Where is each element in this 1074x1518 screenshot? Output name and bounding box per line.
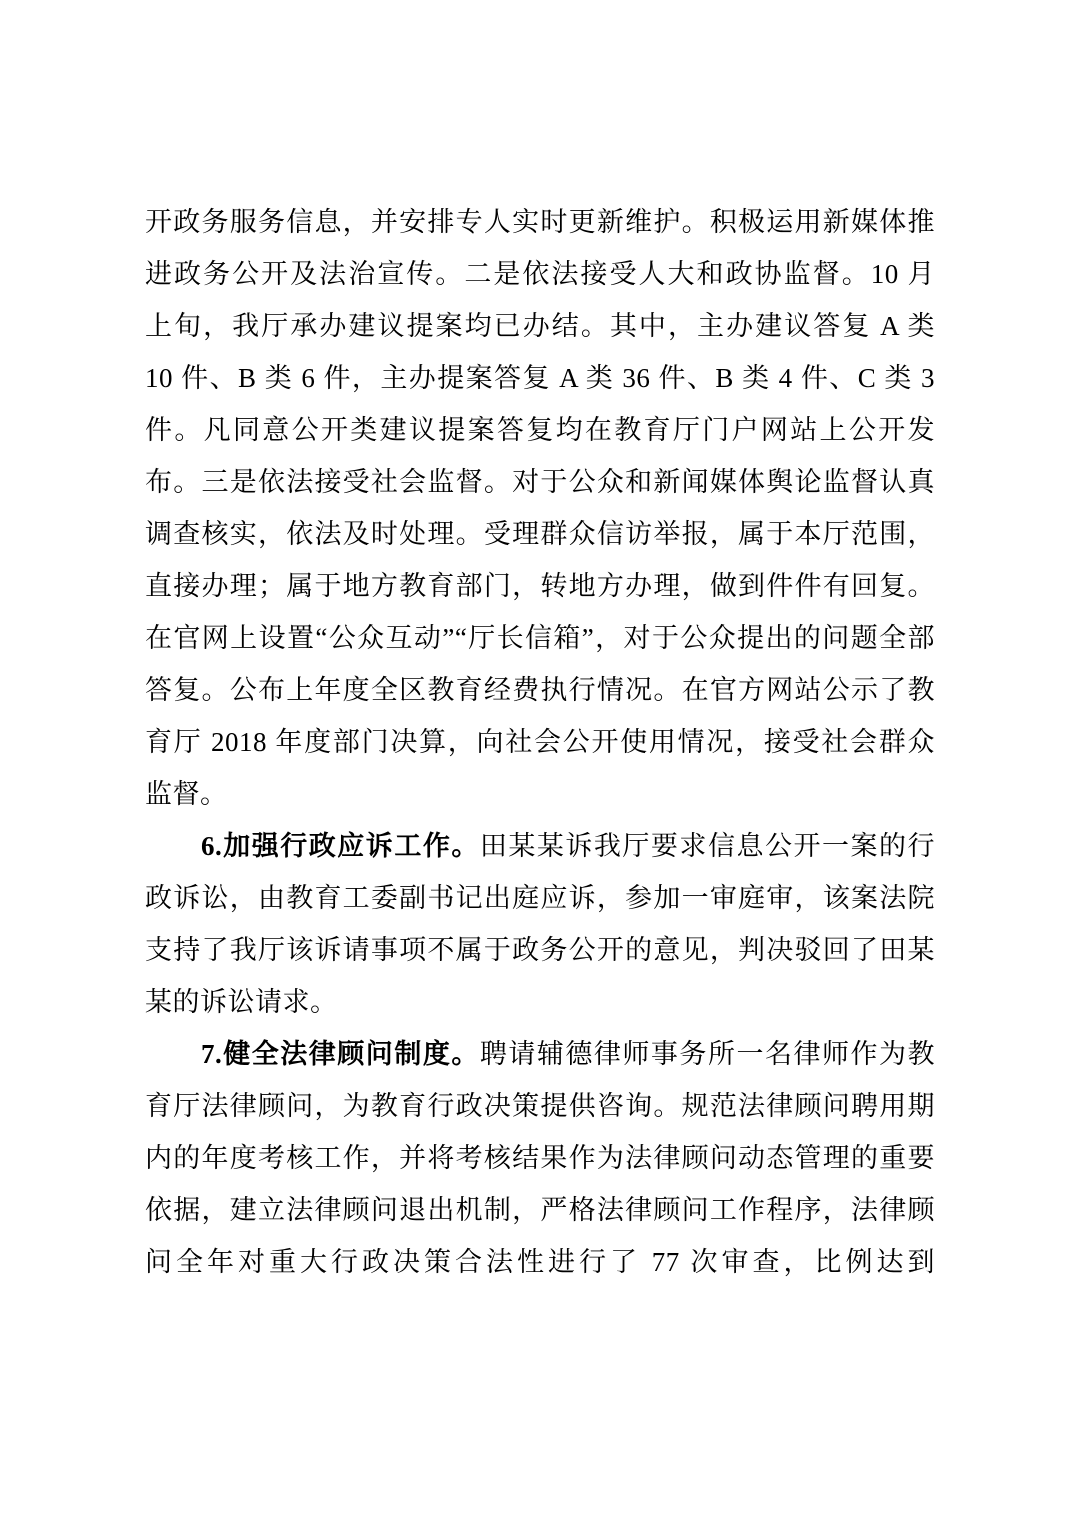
text-run: 答复。公布上年度全区教育经费执行情况。在官方网站公示了教 xyxy=(145,675,935,705)
text-line xyxy=(145,1028,935,1080)
paragraph-heading-run: 7.健全法律顾问制度。 xyxy=(201,1039,480,1069)
text-run: 在官网上设置“公众互动”“厅长信箱”，对于公众提出的问题全部 xyxy=(145,623,935,653)
text-run: 直接办理；属于地方教育部门，转地方办理，做到件件有回复。 xyxy=(145,571,935,601)
text-line xyxy=(145,924,935,976)
text-line xyxy=(145,976,935,1028)
text-line xyxy=(145,1132,935,1184)
text-run: 田某某诉我厅要求信息公开一案的行 xyxy=(479,831,936,861)
text-run: 政诉讼，由教育工委副书记出庭应诉，参加一审庭审，该案法院 xyxy=(145,883,935,913)
text-line xyxy=(145,612,935,664)
text-run: 上旬，我厅承办建议提案均已办结。其中，主办建议答复 A 类 xyxy=(145,311,935,341)
text-line xyxy=(145,560,935,612)
text-line xyxy=(145,872,935,924)
text-run: 依据，建立法律顾问退出机制，严格法律顾问工作程序，法律顾 xyxy=(145,1195,935,1225)
text-run: 布。三是依法接受社会监督。对于公众和新闻媒体舆论监督认真 xyxy=(145,467,935,497)
paragraph-heading-run: 6.加强行政应诉工作。 xyxy=(201,831,480,861)
text-line xyxy=(145,768,935,820)
text-run: 10 件、B 类 6 件，主办提案答复 A 类 36 件、B 类 4 件、C 类 3 xyxy=(145,363,935,393)
text-run: 育厅 2018 年度部门决算，向社会公开使用情况，接受社会群众 xyxy=(145,727,935,757)
text-run: 监督。 xyxy=(145,779,228,809)
text-line xyxy=(145,456,935,508)
text-run: 内的年度考核工作，并将考核结果作为法律顾问动态管理的重要 xyxy=(145,1143,935,1173)
text-line xyxy=(145,352,935,404)
text-line xyxy=(145,300,935,352)
text-run: 进政务公开及法治宣传。二是依法接受人大和政协监督。10 月 xyxy=(145,259,935,289)
text-line xyxy=(145,508,935,560)
text-line xyxy=(145,716,935,768)
text-line xyxy=(145,1184,935,1236)
text-run: 支持了我厅该诉请事项不属于政务公开的意见，判决驳回了田某 xyxy=(145,935,935,965)
text-run: 聘请辅德律师事务所一名律师作为教 xyxy=(479,1039,936,1069)
text-run: 件。凡同意公开类建议提案答复均在教育厅门户网站上公开发 xyxy=(145,415,935,445)
text-line xyxy=(145,404,935,456)
text-line xyxy=(145,1080,935,1132)
text-run: 调查核实，依法及时处理。受理群众信访举报，属于本厅范围， xyxy=(145,519,935,549)
text-line xyxy=(145,1236,935,1288)
text-run: 育厅法律顾问，为教育行政决策提供咨询。规范法律顾问聘用期 xyxy=(145,1091,935,1121)
text-line xyxy=(145,248,935,300)
text-line xyxy=(145,196,935,248)
text-line xyxy=(145,664,935,716)
text-run: 开政务服务信息，并安排专人实时更新维护。积极运用新媒体推 xyxy=(145,207,935,237)
text-run: 某的诉讼请求。 xyxy=(145,987,338,1017)
text-run: 问全年对重大行政决策合法性进行了 77 次审查，比例达到 xyxy=(145,1247,935,1277)
text-line xyxy=(145,820,935,872)
text-body xyxy=(145,196,935,1288)
